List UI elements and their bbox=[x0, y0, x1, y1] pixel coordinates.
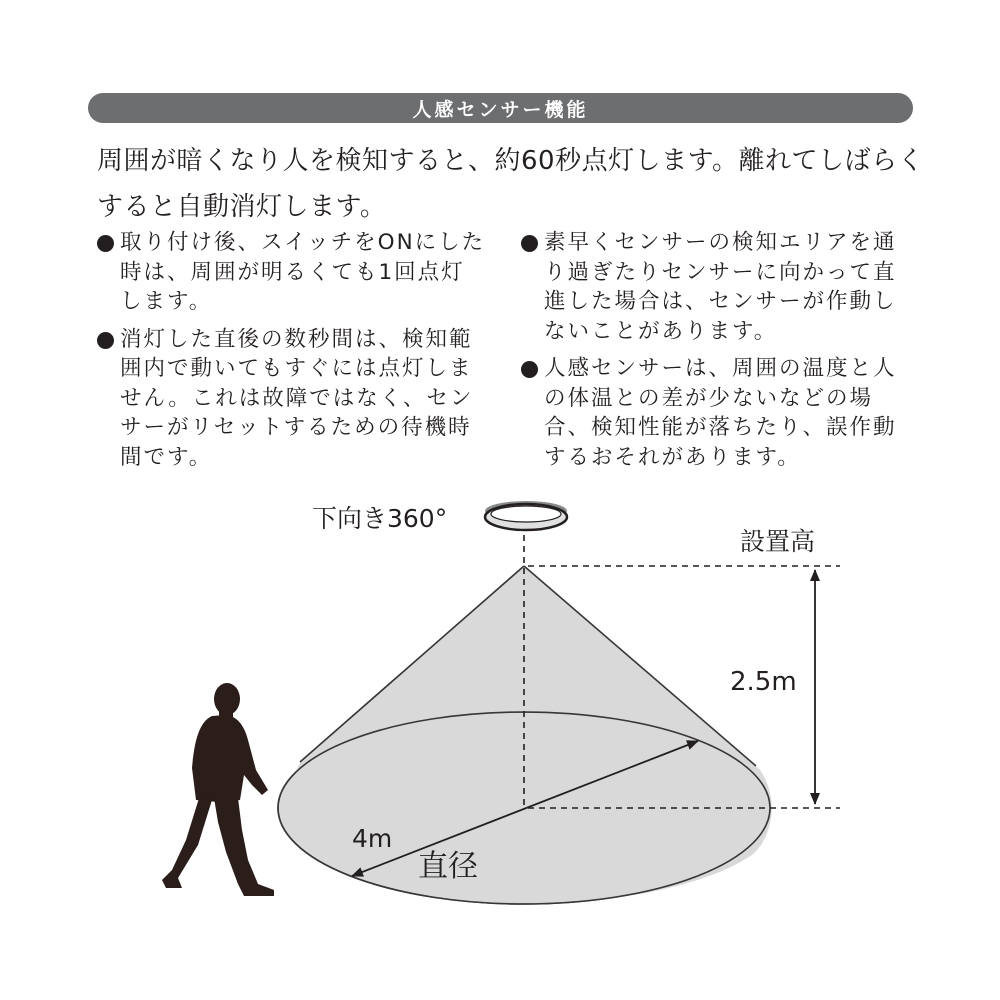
walking-person-icon bbox=[162, 683, 274, 896]
height-value: 2.5m bbox=[730, 667, 797, 697]
direction-label: 下向き360° bbox=[312, 504, 448, 533]
install-height-label: 設置高 bbox=[740, 527, 816, 556]
note-text: 取り付け後、スイッチをONにした時は、周囲が明るくても1回点灯します。 bbox=[120, 230, 486, 314]
ceiling-light-icon bbox=[485, 501, 567, 530]
note-text: 消灯した直後の数秒間は、検知範囲内で動いてもすぐには点灯しません。これは故障ではなく、センサーがリセットするための待機時間です。 bbox=[120, 326, 474, 470]
radius-value: 4m bbox=[352, 824, 393, 853]
lead-text: 周囲が暗くなり人を検知すると、約60秒点灯します。離れてしばらくすると自動消灯します。 bbox=[97, 146, 925, 222]
diameter-label: 直径 bbox=[418, 849, 478, 884]
note-text: 素早くセンサーの検知エリアを通り過ぎたりセンサーに向かって直進した場合は、センサーが作動しないことがあります。 bbox=[544, 230, 897, 344]
section-title: 人感センサー機能 bbox=[412, 98, 589, 121]
detection-cone bbox=[278, 566, 772, 904]
note-text: 人感センサーは、周囲の温度と人の体温との差が少ないなどの場合、検知性能が落ちたり、誤作動するおそれがあります。 bbox=[544, 356, 897, 470]
cone-body bbox=[289, 566, 771, 904]
